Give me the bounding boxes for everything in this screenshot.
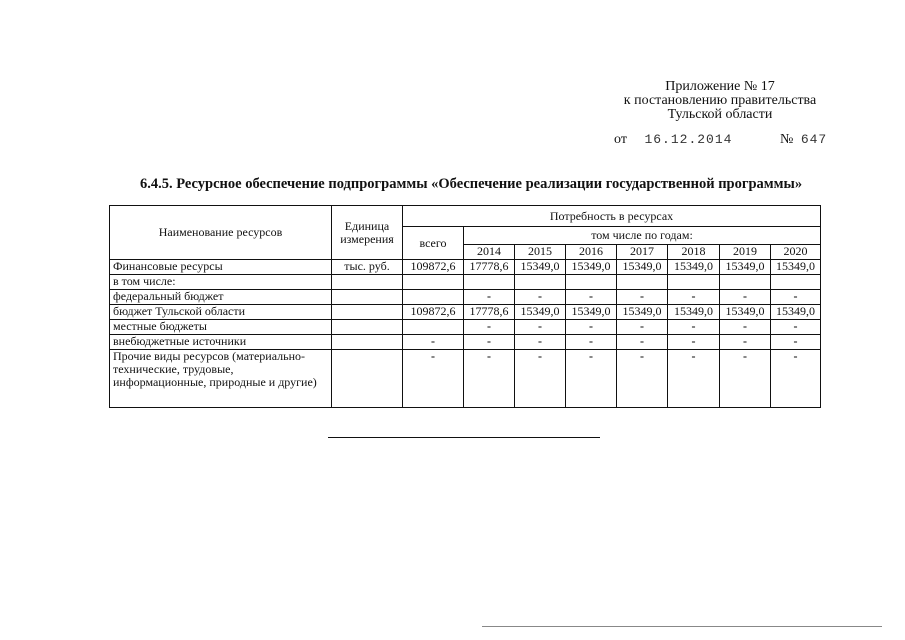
row-year-value: 15349,0 xyxy=(720,260,771,275)
row-total: - xyxy=(403,350,464,408)
resources-table xyxy=(109,205,821,408)
row-year-value: - xyxy=(566,335,617,350)
row-year-value: - xyxy=(464,350,515,408)
appendix-region-line: Тульской области xyxy=(667,107,773,122)
row-name: внебюджетные источники xyxy=(110,335,332,350)
row-total: - xyxy=(403,335,464,350)
row-unit xyxy=(332,335,403,350)
header-year: 2020 xyxy=(771,245,821,260)
row-year-value: - xyxy=(464,335,515,350)
row-year-value: - xyxy=(771,335,821,350)
row-year-value: 15349,0 xyxy=(668,260,720,275)
row-year-value: - xyxy=(668,290,720,305)
header-resource-name: Наименование ресурсов xyxy=(110,206,332,260)
appendix-number: Приложение № 17 xyxy=(665,79,775,94)
header-year: 2015 xyxy=(515,245,566,260)
row-name: Финансовые ресурсы xyxy=(110,260,332,275)
date-value: 16.12.2014 xyxy=(644,132,733,147)
header-year: 2017 xyxy=(617,245,668,260)
number-value: 647 xyxy=(800,132,828,147)
table-row xyxy=(110,305,821,320)
row-year-value: - xyxy=(464,290,515,305)
row-total: 109872,6 xyxy=(403,260,464,275)
row-year-value: - xyxy=(617,350,668,408)
row-total xyxy=(403,320,464,335)
row-year-value: - xyxy=(515,350,566,408)
row-year-value: - xyxy=(668,335,720,350)
row-year-value: - xyxy=(720,335,771,350)
section-title: 6.4.5. Ресурсное обеспечение подпрограммы «Обеспечение реализации государственной программы» xyxy=(140,176,803,192)
row-year-value: - xyxy=(720,320,771,335)
row-year-value: - xyxy=(617,335,668,350)
table-row xyxy=(110,350,821,408)
row-total: 109872,6 xyxy=(403,305,464,320)
header-total: всего xyxy=(403,227,464,260)
row-year-value: 15349,0 xyxy=(566,260,617,275)
header-year: 2014 xyxy=(464,245,515,260)
page-bottom-line xyxy=(482,626,882,627)
row-name: бюджет Тульской области xyxy=(110,305,332,320)
row-unit xyxy=(332,290,403,305)
row-year-value: - xyxy=(515,335,566,350)
row-total xyxy=(403,275,464,290)
table-row xyxy=(110,275,821,290)
row-unit xyxy=(332,350,403,408)
row-year-value: 15349,0 xyxy=(515,260,566,275)
row-year-value: 15349,0 xyxy=(617,305,668,320)
row-year-value xyxy=(617,275,668,290)
table-row xyxy=(110,335,821,350)
closing-divider xyxy=(328,437,600,438)
appendix-decree-line: к постановлению правительства xyxy=(623,93,817,108)
row-year-value: - xyxy=(668,350,720,408)
row-year-value: - xyxy=(771,290,821,305)
decree-date-line xyxy=(614,132,827,148)
header-by-years: том числе по годам: xyxy=(464,227,821,245)
row-unit xyxy=(332,320,403,335)
row-name: Прочие виды ресурсов (материально-технические, трудовые, информационные, природные и другие) xyxy=(110,350,332,408)
row-year-value: - xyxy=(566,320,617,335)
row-name: местные бюджеты xyxy=(110,320,332,335)
row-unit xyxy=(332,305,403,320)
row-year-value: 15349,0 xyxy=(720,305,771,320)
row-year-value: - xyxy=(566,350,617,408)
row-unit: тыс. руб. xyxy=(332,260,403,275)
row-year-value: 15349,0 xyxy=(771,305,821,320)
row-year-value: - xyxy=(515,320,566,335)
row-total xyxy=(403,290,464,305)
row-year-value: - xyxy=(720,290,771,305)
row-unit xyxy=(332,275,403,290)
row-year-value: 17778,6 xyxy=(464,305,515,320)
row-year-value: - xyxy=(464,320,515,335)
number-label: № xyxy=(779,132,794,147)
row-year-value: 15349,0 xyxy=(668,305,720,320)
date-label: от xyxy=(614,132,627,147)
row-year-value: - xyxy=(771,320,821,335)
row-year-value: 17778,6 xyxy=(464,260,515,275)
table-row xyxy=(110,290,821,305)
row-year-value: 15349,0 xyxy=(515,305,566,320)
header-year: 2016 xyxy=(566,245,617,260)
row-year-value: - xyxy=(668,320,720,335)
row-year-value xyxy=(668,275,720,290)
row-year-value: 15349,0 xyxy=(566,305,617,320)
row-year-value: - xyxy=(771,350,821,408)
row-year-value xyxy=(720,275,771,290)
header-year: 2019 xyxy=(720,245,771,260)
header-year: 2018 xyxy=(668,245,720,260)
row-year-value: - xyxy=(617,320,668,335)
row-name: федеральный бюджет xyxy=(110,290,332,305)
table-row xyxy=(110,260,821,275)
row-year-value xyxy=(566,275,617,290)
row-year-value: 15349,0 xyxy=(617,260,668,275)
row-name: в том числе: xyxy=(110,275,332,290)
row-year-value: 15349,0 xyxy=(771,260,821,275)
row-year-value xyxy=(771,275,821,290)
row-year-value xyxy=(464,275,515,290)
row-year-value xyxy=(515,275,566,290)
row-year-value: - xyxy=(720,350,771,408)
header-unit: Единица измерения xyxy=(332,206,403,260)
row-year-value: - xyxy=(617,290,668,305)
table-row xyxy=(110,320,821,335)
row-year-value: - xyxy=(566,290,617,305)
row-year-value: - xyxy=(515,290,566,305)
header-need: Потребность в ресурсах xyxy=(403,206,821,227)
